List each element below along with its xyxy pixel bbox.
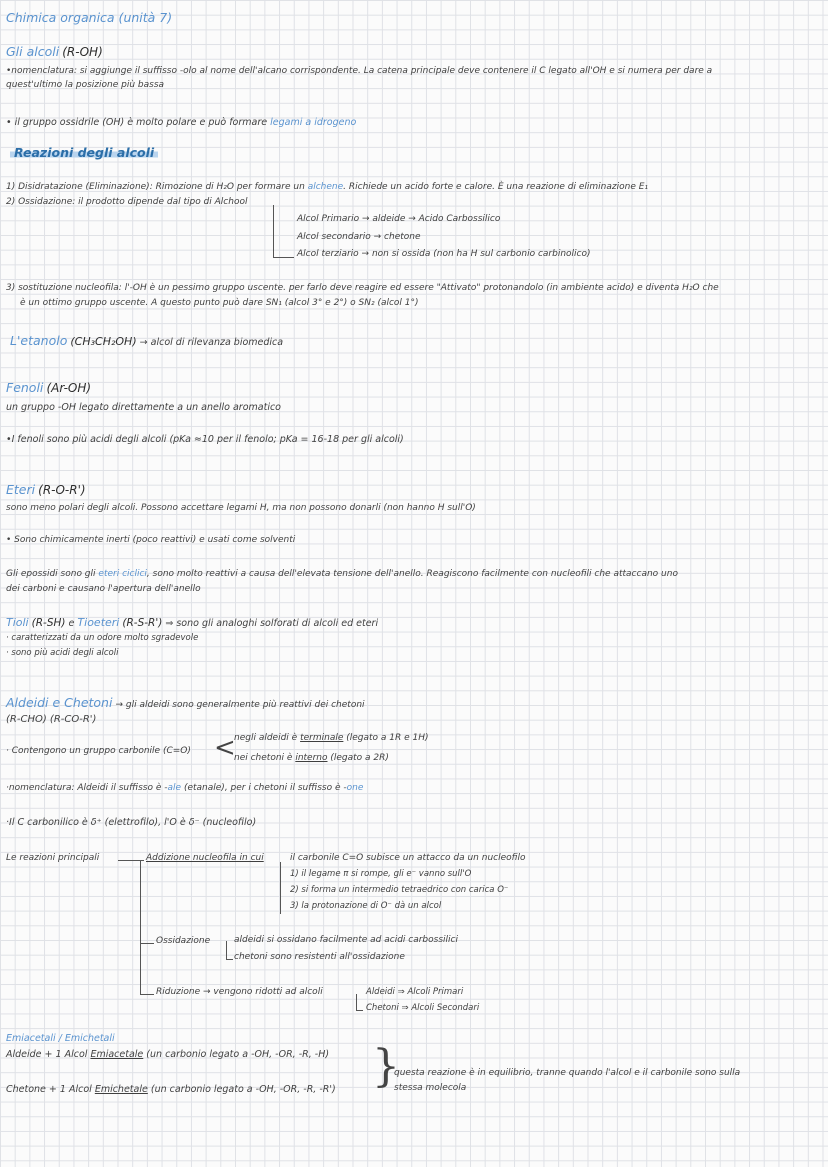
fenoli-formula: (Ar-OH) [46,381,92,395]
riduzione-line [156,987,323,998]
tioli-p1: · caratterizzati da un odore molto sgradevole [6,633,199,643]
alcoli-gruppo-blue: legami a idrogeno [270,117,357,128]
emichetale-desc: (un carbonio legato a -OH, -OR, -R, -R') [150,1084,336,1095]
reazioni-main-bracket [140,860,149,994]
addizione-label [146,853,264,864]
etanolo-line [10,333,283,348]
addizione-step-0: il carbonile C=O subisce un attacco da un nucleofilo [290,853,526,863]
alcoli-gruppo-text: • il gruppo ossidrile (OH) è molto polare e può formare [6,117,268,128]
fenoli-acid: •I fenoli sono più acidi degli alcoli (pKa ≈10 per il fenolo; pKa = 16-18 per gli alcoli) [6,434,404,445]
emiacetale-desc: (un carbonio legato a -OH, -OR, -R, -H) [146,1049,330,1060]
branch-secondario: Alcol secondario → chetone [297,232,421,242]
branch-terziario: Alcol terziario → non si ossida (non ha H sul carbonio carbinolico) [297,249,591,259]
fenoli-heading-line [6,380,91,395]
etanolo-formula: (CH₃CH₂OH) [70,335,137,348]
branch-primario: Alcol Primario → aldeide → Acido Carbossilico [297,214,501,224]
ossidazione-aldeidi: aldeidi si ossidano facilmente ad acidi carbossilici [234,935,458,945]
suffisso-one: one [346,783,364,793]
reazioni-principali-label: Le reazioni principali [6,853,100,863]
alcoli-gruppo [6,117,356,128]
emiacetale-label: Emiacetale [90,1049,144,1060]
riduzione-desc: → vengono ridotti ad alcoli [203,987,323,997]
alcoli-heading: Gli alcoli [6,44,60,59]
carbonile-chetoni-underline: interno [295,753,328,763]
tioli-formula: (R-SH) [31,617,66,629]
aldeidi-formulas: (R-CHO) (R-CO-R') [6,714,97,725]
reazione-1-text-b: . Richiede un acido forte e calore. È una reazione di eliminazione E₁ [343,182,649,192]
carbonile-chetoni-text: nei chetoni è [234,753,293,763]
eteri-formula: (R-O-R') [38,483,86,497]
riduzione-bracket [356,994,363,1011]
ossidazione-label: Ossidazione [156,936,211,946]
riduzione-label: Riduzione [156,987,201,997]
reazione-1-blue: alchene [307,182,344,192]
reazione-3-cont: è un ottimo gruppo uscente. A questo punto può dare SN₁ (alcol 3° e 2°) o SN₂ (alcol 1°) [20,298,419,308]
ossidazione-bracket-top [273,205,294,220]
riduzione-connector [140,994,154,995]
reazione-3: 3) sostituzione nucleofila: l'-OH è un pessimo gruppo uscente. per farlo deve reagire ed essere "Attivato" protonandolo (in ambiente acido) e diventa H₂O che [6,283,719,293]
ossidazione-chetoni: chetoni sono resistenti all'ossidazione [234,952,405,962]
page-title: Chimica organica (unità 7) [6,10,173,25]
aldeidi-heading: Aldeidi e Chetoni [6,695,113,710]
emi-note-cont: stessa molecola [394,1083,467,1093]
suffisso-ale: ale [167,783,182,793]
eteri-l1: sono meno polari degli alcoli. Possono accettare legami H, ma non possono donarli (non hanno H sull'O) [6,503,476,513]
carbonile-aldeidi-underline: terminale [300,733,344,743]
epossidi-blue: eteri ciclici [98,569,147,579]
addizione-step-1: 1) il legame π si rompe, gli e⁻ vanno sull'O [290,869,472,879]
alcoli-heading-line [6,44,103,59]
reazione-2: 2) Ossidazione: il prodotto dipende dal tipo di Alchool [6,197,248,207]
emichetale-line [6,1084,336,1095]
aldeidi-contengono: · Contengono un gruppo carbonile (C=O) [6,746,191,756]
alcoli-nomenclatura-cont: quest'ultimo la posizione più bassa [6,80,165,90]
nomenclatura-c: (etanale), per i chetoni il suffisso è - [183,783,347,793]
emiacetale-line [6,1049,329,1060]
eteri-heading-line [6,482,86,497]
fenoli-heading: Fenoli [6,380,44,395]
reazione-1-text: 1) Disidratazione (Eliminazione): Rimozione di H₂O per formare un [6,182,305,192]
epossidi-text-b: , sono molto reattivi a causa dell'elevata tensione dell'anello. Reagiscono facilmente con nucleofili che attaccano uno [146,569,678,579]
epossidi [6,569,678,580]
reazione-1 [6,182,648,193]
reazioni-heading: Reazioni degli alcoli [10,145,158,160]
epossidi-cont: dei carboni e causano l'apertura dell'anello [6,584,201,594]
carbonile-brace-icon: < [214,733,236,763]
addizione-step-3: 3) la protonazione di O⁻ dà un alcol [290,901,442,911]
riduzione-chetoni: Chetoni ⇒ Alcoli Secondari [366,1003,480,1013]
addizione-bracket [280,862,287,914]
emiacetali-heading: Emiacetali / Emichetali [6,1033,115,1044]
aldeidi-heading-line [6,695,365,711]
addizione-step-2: 2) si forma un intermedio tetraedrico con carica O⁻ [290,885,509,895]
tioli-desc: ⇒ sono gli analoghi solforati di alcoli ed eteri [165,618,379,629]
aldeidi-desc: → gli aldeidi sono generalmente più reattivi dei chetoni [115,700,365,710]
aldeidi-elettrofilo: ·Il C carbonilico è δ⁺ (elettrofilo), l'O è δ⁻ (nucleofilo) [6,817,257,828]
emiacetale-reagenti: Aldeide + 1 Alcol [6,1049,88,1060]
ossidazione-sub-bracket [226,941,233,960]
carbonile-chetoni [234,753,389,764]
tioli-and: e [68,618,75,629]
aldeidi-nomenclatura [6,783,363,794]
emi-note: questa reazione è in equilibrio, tranne quando l'alcol e il carbonile sono sulla [394,1068,741,1078]
tioli-p2: · sono più acidi degli alcoli [6,648,119,658]
ossidazione-connector [140,943,154,944]
addizione-text: Addizione nucleofila in cui [146,853,264,863]
fenoli-desc: un gruppo -OH legato direttamente a un anello aromatico [6,402,281,413]
emichetale-reagenti: Chetone + 1 Alcol [6,1084,92,1095]
emi-brace-icon: } [372,1041,400,1092]
carbonile-aldeidi-text: negli aldeidi è [234,733,298,743]
eteri-l2: • Sono chimicamente inerti (poco reattivi) e usati come solventi [6,535,296,545]
epossidi-text: Gli epossidi sono gli [6,569,96,579]
alcoli-nomenclatura: •nomenclatura: si aggiunge il suffisso -olo al nome dell'alcano corrispondente. La catena principale deve contenere il C legato all'OH e si numera per dare a [6,66,713,76]
etanolo-name: L'etanolo [10,333,68,348]
emichetale-label: Emichetale [94,1084,148,1095]
eteri-heading: Eteri [6,482,36,497]
tioli-line [6,616,378,630]
tioeteri-formula: (R-S-R') [122,617,163,629]
tioeteri-label: Tioeteri [77,616,120,629]
carbonile-aldeidi [234,733,429,744]
riduzione-aldeidi: Aldeidi ⇒ Alcoli Primari [366,987,464,997]
tioli-label: Tioli [6,616,29,629]
carbonile-chetoni-detail: (legato a 2R) [330,753,389,763]
etanolo-desc: → alcol di rilevanza biomedica [139,337,284,348]
nomenclatura-a: ·nomenclatura: Aldeidi il suffisso è - [6,783,168,793]
reazioni-heading-wrap [10,145,158,160]
alcoli-formula: (R-OH) [62,45,103,59]
carbonile-aldeidi-detail: (legato a 1R e 1H) [346,733,429,743]
